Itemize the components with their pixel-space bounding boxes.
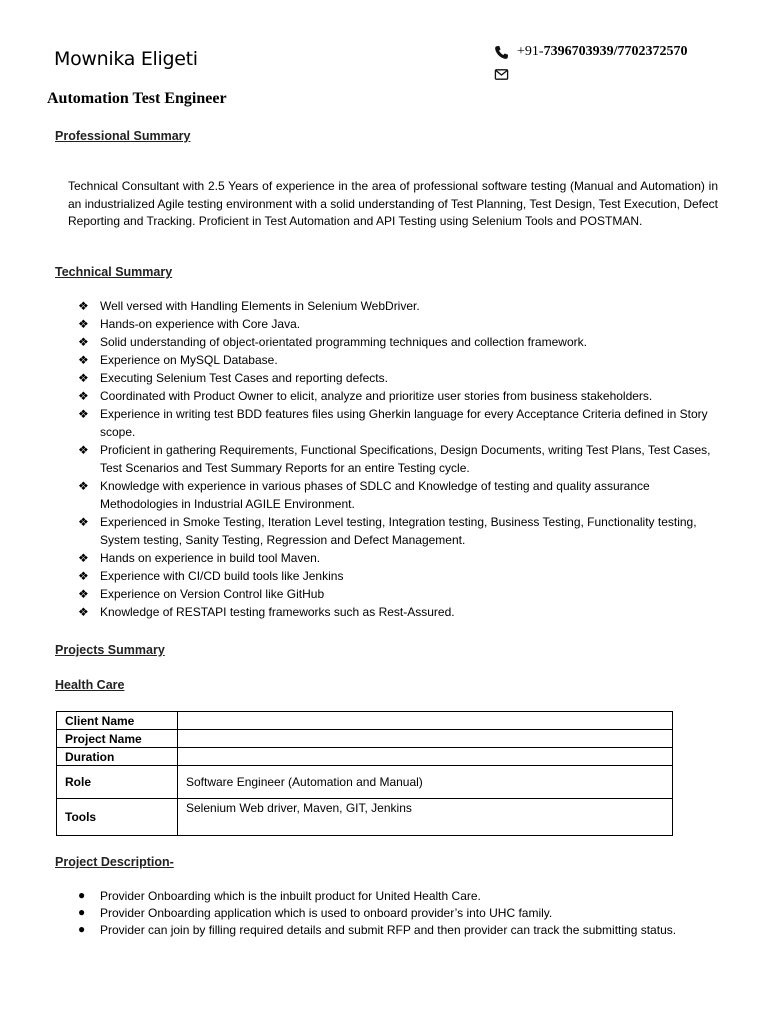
table-value: Selenium Web driver, Maven, GIT, Jenkins <box>178 799 673 836</box>
list-item <box>78 549 718 567</box>
phone-numbers: 7396703939/7702372570 <box>543 44 688 59</box>
diamond-bullet-icon: ❖ <box>78 587 89 601</box>
diamond-bullet-icon: ❖ <box>78 551 89 565</box>
list-item <box>78 369 718 387</box>
diamond-bullet-icon: ❖ <box>78 353 89 367</box>
diamond-bullet-icon: ❖ <box>78 317 89 331</box>
technical-summary-list <box>78 297 718 621</box>
diamond-bullet-icon: ❖ <box>78 443 89 457</box>
table-key: Tools <box>57 799 178 836</box>
table-key: Client Name <box>57 712 178 730</box>
candidate-name: Mownika Eligeti <box>54 48 198 70</box>
list-item-text: Provider can join by filling required details and submit RFP and then provider can track the submitting status. <box>100 923 677 937</box>
list-item-text: Solid understanding of object-orientated programming techniques and collection framework. <box>100 335 587 349</box>
list-item <box>78 477 718 513</box>
table-value <box>178 748 673 766</box>
list-item <box>78 603 718 621</box>
professional-summary-text: Technical Consultant with 2.5 Years of experience in the area of professional software testing (Manual and Automation) in an industrialized Agile testing environment with a solid understanding of Test Planning, Test Design, Test Execution, Defect Reporting and Tracking. Proficient in Test Automation and API Testing using Selenium Tools and POSTMAN. <box>68 179 718 228</box>
table-key: Role <box>57 766 178 799</box>
list-item-text: Experience on Version Control like GitHub <box>100 587 325 601</box>
table-key: Project Name <box>57 730 178 748</box>
list-item <box>78 315 718 333</box>
dot-bullet-icon: ● <box>78 922 86 936</box>
list-item <box>78 567 718 585</box>
list-item <box>78 297 718 315</box>
list-item <box>78 405 718 441</box>
envelope-icon <box>494 67 509 82</box>
phone-row <box>494 42 687 62</box>
diamond-bullet-icon: ❖ <box>78 479 89 493</box>
diamond-bullet-icon: ❖ <box>78 299 89 313</box>
projects-summary-heading: Projects Summary <box>55 643 165 657</box>
list-item-text: Hands on experience in build tool Maven. <box>100 551 321 565</box>
list-item-text: Hands-on experience with Core Java. <box>100 317 301 331</box>
list-item <box>78 441 718 477</box>
contact-block <box>494 42 687 84</box>
list-item <box>78 387 718 405</box>
table-value: Software Engineer (Automation and Manual) <box>178 766 673 799</box>
list-item-text: Executing Selenium Test Cases and reporting defects. <box>100 371 388 385</box>
list-item <box>78 585 718 603</box>
project-heading: Health Care <box>55 678 125 692</box>
list-item-text: Provider Onboarding which is the inbuilt product for United Health Care. <box>100 889 481 903</box>
list-item-text: Experienced in Smoke Testing, Iteration Level testing, Integration testing, Business Testing, Functionality testing, System testing, Sanity Testing, Regression and Defect Management. <box>100 515 697 547</box>
job-title: Automation Test Engineer <box>47 90 227 107</box>
dot-bullet-icon: ● <box>78 905 86 919</box>
project-details-table <box>56 711 673 836</box>
list-item-text: Provider Onboarding application which is used to onboard provider’s into UHC family. <box>100 906 553 920</box>
phone-prefix: +91- <box>517 44 544 59</box>
list-item <box>78 905 718 922</box>
table-row <box>57 748 673 766</box>
list-item <box>78 333 718 351</box>
professional-summary-heading: Professional Summary <box>55 129 191 143</box>
table-row <box>57 799 673 836</box>
list-item <box>78 922 718 939</box>
diamond-bullet-icon: ❖ <box>78 569 89 583</box>
list-item-text: Coordinated with Product Owner to elicit, analyze and prioritize user stories from business stakeholders. <box>100 389 653 403</box>
dot-bullet-icon: ● <box>78 888 86 902</box>
diamond-bullet-icon: ❖ <box>78 371 89 385</box>
list-item-text: Well versed with Handling Elements in Selenium WebDriver. <box>100 299 420 313</box>
table-key: Duration <box>57 748 178 766</box>
table-value <box>178 730 673 748</box>
diamond-bullet-icon: ❖ <box>78 389 89 403</box>
phone-icon <box>494 45 509 60</box>
diamond-bullet-icon: ❖ <box>78 515 89 529</box>
list-item-text: Experience on MySQL Database. <box>100 353 278 367</box>
list-item-text: Experience in writing test BDD features files using Gherkin language for every Acceptance Criteria defined in Story scope. <box>100 407 708 439</box>
list-item <box>78 513 718 549</box>
list-item-text: Experience with CI/CD build tools like Jenkins <box>100 569 344 583</box>
diamond-bullet-icon: ❖ <box>78 335 89 349</box>
project-description-list <box>78 888 718 939</box>
diamond-bullet-icon: ❖ <box>78 605 89 619</box>
table-row <box>57 730 673 748</box>
list-item-text: Proficient in gathering Requirements, Functional Specifications, Design Documents, writing Test Plans, Test Cases, Test Scenarios and Test Summary Reports for an entire Testing cycle. <box>100 443 711 475</box>
technical-summary-heading: Technical Summary <box>55 265 173 279</box>
list-item-text: Knowledge of RESTAPI testing frameworks such as Rest-Assured. <box>100 605 455 619</box>
project-description-heading: Project Description- <box>55 855 174 869</box>
table-row <box>57 712 673 730</box>
table-row <box>57 766 673 799</box>
list-item <box>78 351 718 369</box>
list-item <box>78 888 718 905</box>
email-row <box>494 64 687 84</box>
list-item-text: Knowledge with experience in various phases of SDLC and Knowledge of testing and quality assurance Methodologies in Industrial AGILE Environment. <box>100 479 650 511</box>
diamond-bullet-icon: ❖ <box>78 407 89 421</box>
table-value <box>178 712 673 730</box>
